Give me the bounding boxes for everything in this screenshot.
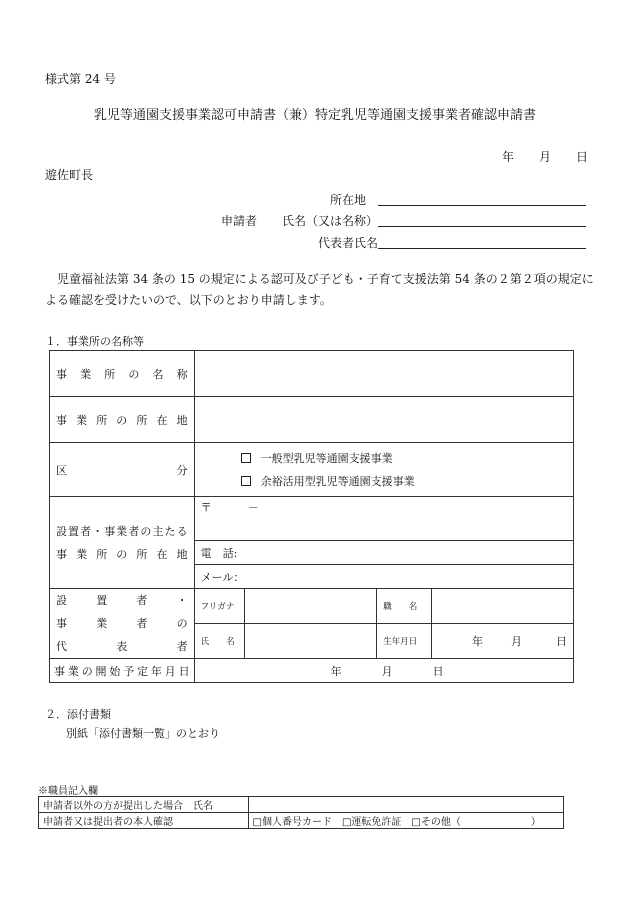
phone-field[interactable]: 電 話: bbox=[194, 541, 573, 565]
section2-heading: ２．添付書類 bbox=[45, 708, 111, 721]
attachments-text: 別紙「添付書類一覧」のとおり bbox=[66, 727, 220, 740]
business-name-field[interactable] bbox=[194, 351, 573, 397]
birthdate-field[interactable]: 年 月 日 bbox=[432, 624, 574, 659]
postal-code-field[interactable]: 〒 － bbox=[194, 497, 573, 541]
position-field[interactable] bbox=[432, 589, 574, 624]
staff-heading: ※職員記入欄 bbox=[38, 786, 98, 797]
identity-check-label: 申請者又は提出者の本人確認 bbox=[39, 813, 249, 829]
identity-check-options[interactable]: □個人番号カード □運転免許証 □その他（ ） bbox=[248, 813, 563, 829]
category-options bbox=[194, 443, 573, 497]
rep-name-field[interactable] bbox=[244, 624, 377, 659]
representative-label: 設置者・ 事業者の 代表者 bbox=[50, 589, 195, 659]
rep-name-label: 氏 名 bbox=[194, 624, 244, 659]
applicant-address-label: 所在地 bbox=[330, 193, 367, 207]
option-surplus[interactable]: 余裕活用型乳児等通園支援事業 bbox=[241, 470, 567, 493]
position-label: 職 名 bbox=[377, 589, 432, 624]
applicant-rep-label: 代表者氏名 bbox=[318, 236, 379, 250]
furigana-field[interactable] bbox=[244, 589, 377, 624]
date-year-label: 年 bbox=[502, 150, 515, 164]
business-location-label: 事業所の所在地 bbox=[50, 397, 195, 443]
surplus-checkbox[interactable] bbox=[241, 476, 251, 486]
body-text-line2: よる確認を受けたいので、以下のとおり申請します。 bbox=[45, 293, 332, 307]
start-date-label: 事業の開始予定年月日 bbox=[50, 659, 195, 683]
business-info-table bbox=[49, 350, 574, 683]
business-location-field[interactable] bbox=[194, 397, 573, 443]
applicant-address-field[interactable] bbox=[378, 205, 586, 206]
applicant-label: 申請者 bbox=[221, 214, 258, 228]
applicant-rep-field[interactable] bbox=[378, 248, 586, 249]
submitter-name-label: 申請者以外の方が提出した場合 氏名 bbox=[39, 797, 249, 813]
main-office-label: 設置者・事業者の主たる 事業所の所在地 bbox=[50, 497, 195, 589]
addressee: 遊佐町長 bbox=[45, 168, 94, 182]
date-month-label: 月 bbox=[539, 150, 552, 164]
section1-heading: １．事業所の名称等 bbox=[45, 335, 144, 348]
applicant-name-label: 氏名（又は名称） bbox=[282, 214, 379, 228]
furigana-label: フリガナ bbox=[194, 589, 244, 624]
general-checkbox[interactable] bbox=[241, 453, 251, 463]
date-day-label: 日 bbox=[576, 150, 589, 164]
start-date-field[interactable]: 年 月 日 bbox=[194, 659, 573, 683]
option-general[interactable]: 一般型乳児等通園支援事業 bbox=[241, 447, 567, 470]
body-text-line1: 児童福祉法第 34 条の 15 の規定による認可及び子ども・子育て支援法第 54 条の２第２項の規定に bbox=[57, 272, 594, 286]
category-label: 区 分 bbox=[50, 443, 195, 497]
page-title: 乳児等通園支援事業認可申請書（兼）特定乳児等通園支援事業者確認申請書 bbox=[93, 108, 536, 123]
birthdate-label: 生年月日 bbox=[377, 624, 432, 659]
business-name-label: 事業所の名称 bbox=[50, 351, 195, 397]
submitter-name-field[interactable] bbox=[248, 797, 563, 813]
applicant-name-field[interactable] bbox=[378, 226, 586, 227]
email-field[interactable]: メール： bbox=[194, 565, 573, 589]
form-number: 様式第 24 号 bbox=[45, 72, 116, 86]
staff-table bbox=[38, 796, 564, 829]
